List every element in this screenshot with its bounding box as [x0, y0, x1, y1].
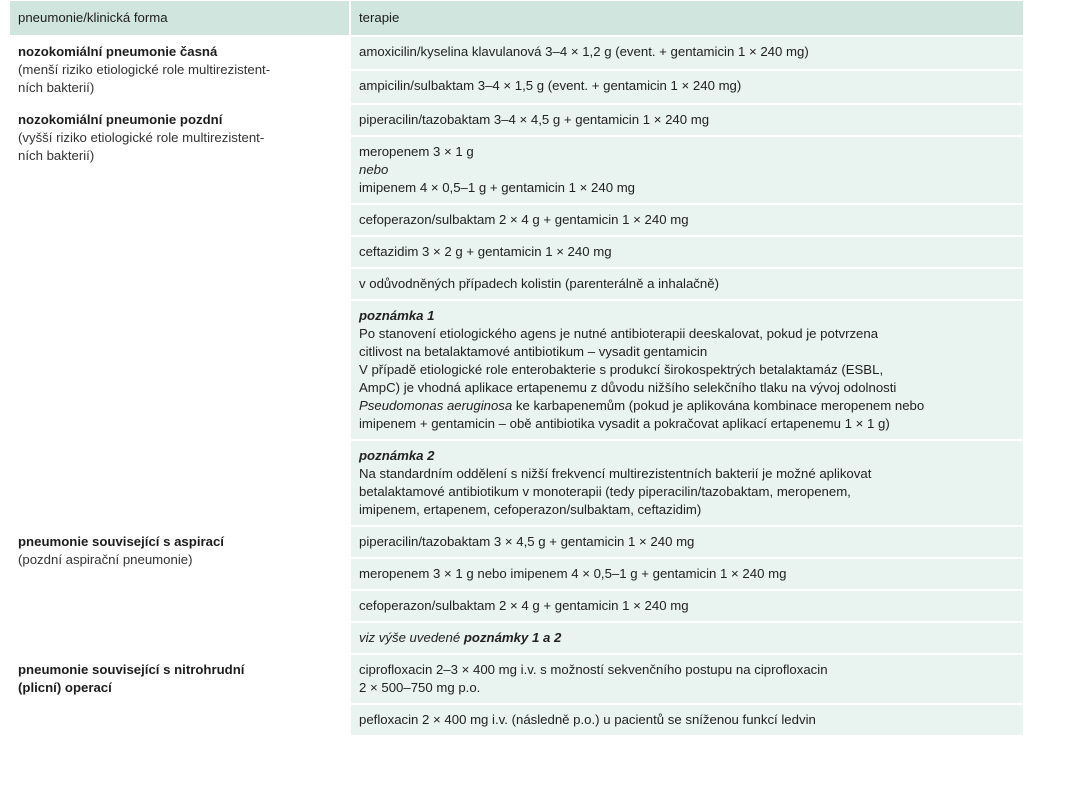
see-notes-ref: poznámky 1 a 2: [463, 630, 562, 645]
note-line: citlivost na betalaktamové antibiotikum – vysadit gentamicin: [359, 344, 708, 359]
therapy-cell: amoxicilin/kyselina klavulanová 3–4 × 1,2 g (event. + gentamicin 1 × 240 mg): [351, 37, 1023, 71]
therapy-line: 2 × 500–750 mg p.o.: [359, 680, 481, 695]
clinical-form-title: nozokomiální pneumonie časná: [18, 44, 218, 59]
therapy-cell: [351, 655, 1023, 705]
note-cell: [351, 441, 1023, 527]
see-notes-cell: [351, 623, 1023, 655]
therapy-cell: piperacilin/tazobaktam 3 × 4,5 g + gentamicin 1 × 240 mg: [351, 527, 1023, 559]
therapy-cell: pefloxacin 2 × 400 mg i.v. (následně p.o.) u pacientů se sníženou funkcí ledvin: [351, 705, 1023, 737]
note-line: [359, 397, 1015, 415]
clinical-form-subtitle: ních bakterií): [18, 80, 95, 95]
note-cell: [351, 301, 1023, 441]
clinical-form-cell: [10, 105, 351, 527]
table-row: [10, 655, 1023, 705]
therapy-cell: meropenem 3 × 1 g nebo imipenem 4 × 0,5–1 g + gentamicin 1 × 240 mg: [351, 559, 1023, 591]
therapy-line: ciprofloxacin 2–3 × 400 mg i.v. s možností sekvenčního postupu na ciprofloxacin: [359, 662, 828, 677]
header-clinical-form: pneumonie/klinická forma: [10, 1, 351, 37]
note-title: poznámka 1: [359, 308, 435, 323]
note-line: Na standardním oddělení s nižší frekvencí multirezistentních bakterií je možné aplikovat: [359, 466, 872, 481]
therapy-cell: v odůvodněných případech kolistin (parenterálně a inhalačně): [351, 269, 1023, 301]
note-line: AmpC) je vhodná aplikace ertapenemu z důvodu nižšího selekčního tlaku na vývoj odolnosti: [359, 380, 897, 395]
note-line: V případě etiologické role enterobakterie s produkcí širokospektrých betalaktamáz (ESBL,: [359, 362, 884, 377]
therapy-table: [10, 1, 1023, 737]
note-line-text: ke karbapenemům (pokud je aplikována kombinace meropenem nebo: [512, 398, 925, 413]
table-row: [10, 527, 1023, 559]
clinical-form-cell: [10, 37, 351, 105]
therapy-cell: piperacilin/tazobaktam 3–4 × 4,5 g + gentamicin 1 × 240 mg: [351, 105, 1023, 137]
therapy-line-or: nebo: [359, 162, 389, 177]
therapy-cell: ceftazidim 3 × 2 g + gentamicin 1 × 240 mg: [351, 237, 1023, 269]
header-therapy: terapie: [351, 1, 1023, 37]
note-line: imipenem + gentamicin – obě antibiotika vysadit a pokračovat aplikací ertapenemu 1 × 1 g): [359, 416, 890, 431]
clinical-form-subtitle: ních bakterií): [18, 148, 95, 163]
note-line: betalaktamové antibiotikum v monoterapii (tedy piperacilin/tazobaktam, meropenem,: [359, 484, 851, 499]
clinical-form-subtitle: (vyšší riziko etiologické role multirezistent-: [18, 130, 265, 145]
table-header-row: [10, 1, 1023, 37]
clinical-form-title: pneumonie související s nitrohrudní: [18, 662, 245, 677]
note-title: poznámka 2: [359, 448, 435, 463]
clinical-form-title: (plicní) operací: [18, 680, 112, 695]
therapy-cell: cefoperazon/sulbaktam 2 × 4 g + gentamicin 1 × 240 mg: [351, 205, 1023, 237]
clinical-form-title: pneumonie související s aspirací: [18, 534, 224, 549]
clinical-form-subtitle: (menší riziko etiologické role multirezistent-: [18, 62, 271, 77]
therapy-cell: cefoperazon/sulbaktam 2 × 4 g + gentamicin 1 × 240 mg: [351, 591, 1023, 623]
therapy-cell: ampicilin/sulbaktam 3–4 × 1,5 g (event. + gentamicin 1 × 240 mg): [351, 71, 1023, 105]
therapy-cell: [351, 137, 1023, 205]
clinical-form-cell: [10, 655, 351, 737]
clinical-form-subtitle: (pozdní aspirační pneumonie): [18, 552, 193, 567]
organism-name: Pseudomonas aeruginosa: [359, 398, 513, 413]
table-row: [10, 105, 1023, 137]
clinical-form-cell: [10, 527, 351, 655]
see-notes-text: viz výše uvedené: [359, 630, 464, 645]
note-line: imipenem, ertapenem, cefoperazon/sulbaktam, ceftazidim): [359, 502, 702, 517]
therapy-line: imipenem 4 × 0,5–1 g + gentamicin 1 × 240 mg: [359, 180, 636, 195]
note-line: Po stanovení etiologického agens je nutné antibioterapii deeskalovat, pokud je potvrzena: [359, 326, 879, 341]
therapy-line: meropenem 3 × 1 g: [359, 144, 474, 159]
clinical-form-title: nozokomiální pneumonie pozdní: [18, 112, 223, 127]
table-row: [10, 37, 1023, 71]
